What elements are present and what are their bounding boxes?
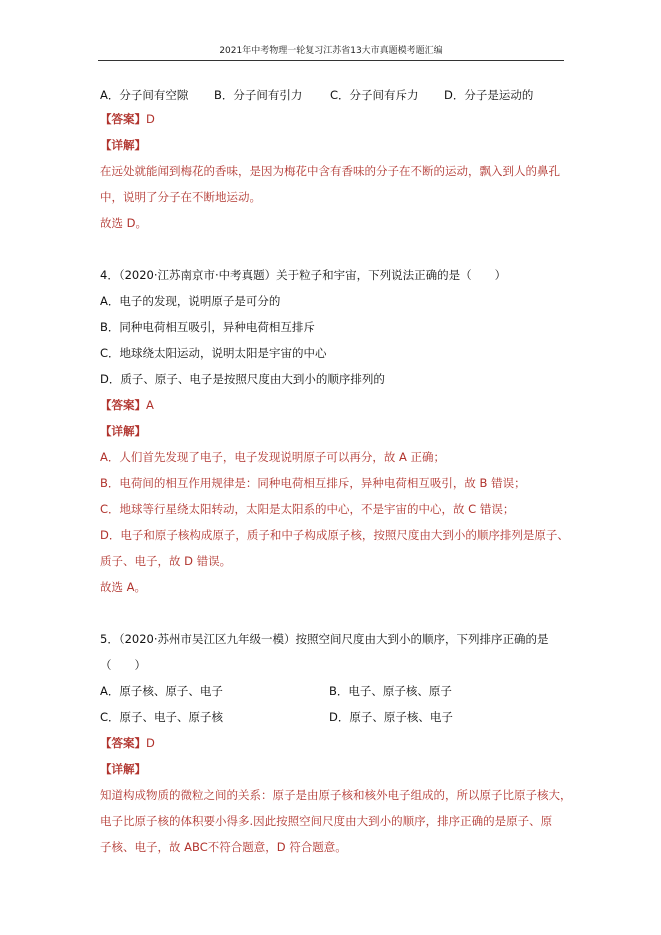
answer-label: 【答案】 (100, 736, 146, 750)
q5-answer-row (100, 735, 155, 751)
answer-value: D (146, 112, 155, 126)
q4-detail-line: B．电荷间的相互作用规律是：同种电荷相互排斥，异种电荷相互吸引，故 B 错误； (100, 476, 526, 490)
q4-detail-line: 质子、电子，故 D 错误。 (100, 554, 232, 568)
q5-stem: 5．（2020·苏州市吴江区九年级一模）按照空间尺度由大到小的顺序，下列排序正确的是 (100, 632, 549, 646)
q4-detail-label: 【详解】 (100, 424, 146, 438)
answer-value: D (146, 736, 155, 750)
q3-answer-row (100, 111, 155, 127)
q3-option-b: B．分子间有引力 (214, 88, 303, 102)
q4-detail-line: D．电子和原子核构成原子，质子和中子构成原子核，按照尺度由大到小的顺序排列是原子、 (100, 528, 569, 542)
q5-detail-line: 子核、电子，故 ABC不符合题意，D 符合题意。 (100, 840, 347, 854)
q4-answer-row (100, 397, 154, 413)
q3-option-a: A．分子间有空隙 (100, 88, 189, 102)
q4-option-d: D．质子、原子、电子是按照尺度由大到小的顺序排列的 (100, 372, 385, 386)
q3-detail-line: 在远处就能闻到梅花的香味，是因为梅花中含有香味的分子在不断的运动，飘入到人的鼻孔 (100, 164, 560, 178)
q4-option-a: A．电子的发现，说明原子是可分的 (100, 294, 281, 308)
q3-detail-label: 【详解】 (100, 138, 146, 152)
q4-conclusion: 故选 A。 (100, 580, 147, 594)
q5-option-d: D．原子、原子核、电子 (329, 710, 453, 724)
answer-label: 【答案】 (100, 398, 146, 412)
q4-detail-line: C．地球等行星绕太阳转动，太阳是太阳系的中心，不是宇宙的中心，故 C 错误； (100, 502, 515, 516)
q5-option-b: B．电子、原子核、原子 (329, 684, 452, 698)
q4-option-c: C．地球绕太阳运动，说明太阳是宇宙的中心 (100, 346, 327, 360)
answer-value: A (146, 398, 154, 412)
q5-option-c: C．原子、电子、原子核 (100, 710, 224, 724)
q4-stem: 4．（2020·江苏南京市·中考真题）关于粒子和宇宙，下列说法正确的是（ ） (100, 268, 507, 282)
q5-detail-line: 电子比原子核的体积要小得多.因此按照空间尺度由大到小的顺序，排序正确的是原子、原 (100, 814, 553, 828)
header-title: 2021年中考物理一轮复习江苏省13大市真题模考题汇编 (219, 46, 443, 56)
q4-detail-line: A．人们首先发现了电子，电子发现说明原子可以再分，故 A 正确； (100, 450, 446, 464)
q5-detail-label: 【详解】 (100, 762, 146, 776)
q5-detail-line: 知道构成物质的微粒之间的关系：原子是由原子核和核外电子组成的，所以原子比原子核大， (100, 788, 572, 802)
q3-option-d: D．分子是运动的 (444, 88, 534, 102)
answer-label: 【答案】 (100, 112, 146, 126)
q5-option-a: A．原子核、原子、电子 (100, 684, 223, 698)
q3-conclusion: 故选 D。 (100, 216, 148, 230)
q4-option-b: B．同种电荷相互吸引，异种电荷相互排斥 (100, 320, 315, 334)
q3-detail-line: 中，说明了分子在不断地运动。 (100, 190, 261, 204)
q5-stem-bracket: （ ） (100, 658, 146, 672)
q3-option-c: C．分子间有斥力 (330, 88, 419, 102)
page-header (98, 44, 564, 61)
